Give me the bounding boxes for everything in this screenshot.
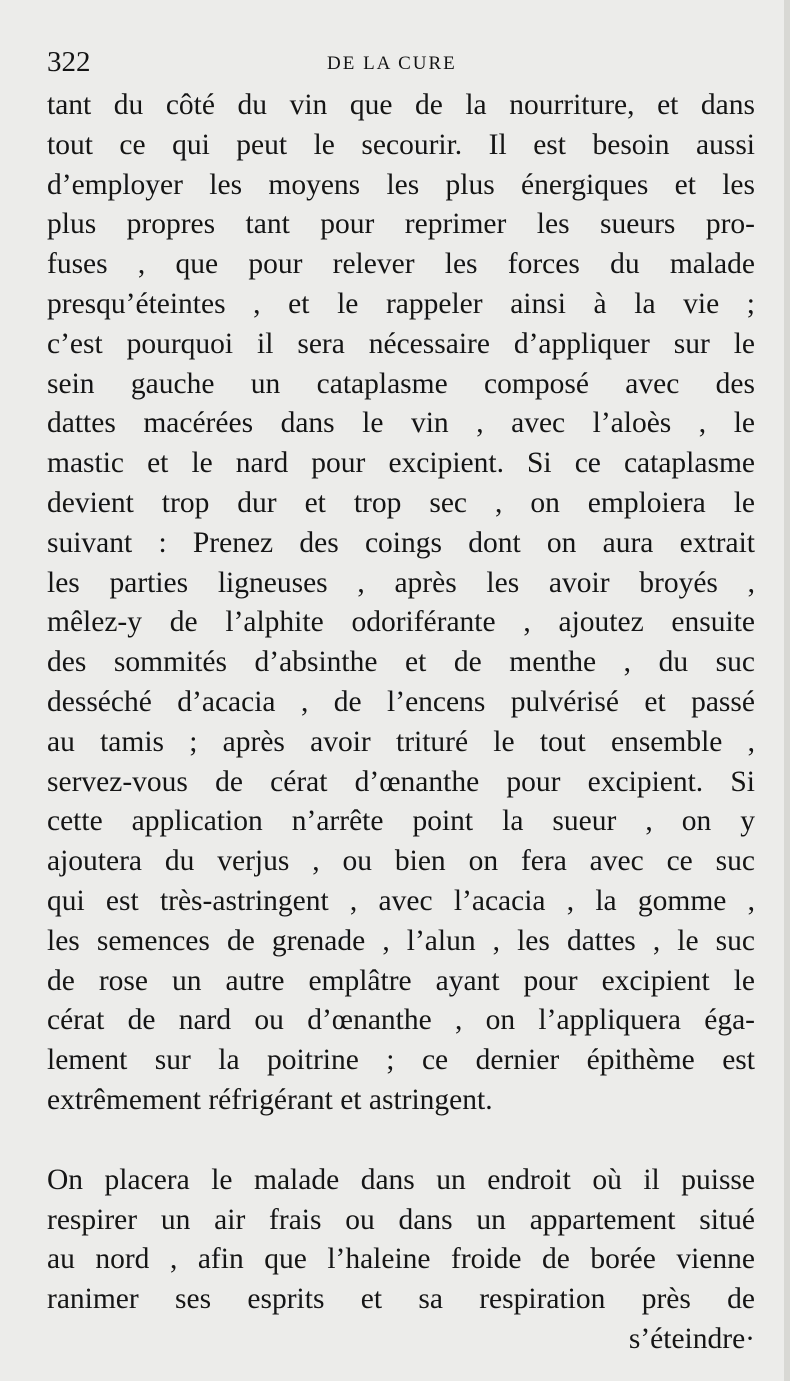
text-line: les parties ligneuses , après les avoir broyés , (47, 566, 755, 599)
text-line: tout ce qui peut le secourir. Il est besoin aussi (47, 128, 755, 161)
body-text (47, 86, 755, 1360)
text-line: au tamis ; après avoir trituré le tout ensemble , (47, 725, 755, 758)
text-line: presqu’éteintes , et le rappeler ainsi à la vie ; (47, 287, 755, 320)
text-line: s’éteindre· (628, 1322, 755, 1355)
text-line: lement sur la poitrine ; ce dernier épithème est (47, 1044, 755, 1077)
text-line: desséché d’acacia , de l’encens pulvérisé et passé (47, 685, 755, 718)
text-line: suivant : Prenez des coings dont on aura extrait (47, 526, 755, 559)
running-head: DE LA CURE (327, 53, 457, 74)
text-line: de rose un autre emplâtre ayant pour excipient le (47, 964, 755, 997)
text-line: d’employer les moyens les plus énergiques et les (47, 168, 755, 201)
page-number: 322 (47, 46, 91, 78)
text-line: plus propres tant pour reprimer les sueurs pro- (47, 208, 755, 241)
text-line: mastic et le nard pour excipient. Si ce cataplasme (47, 447, 755, 480)
text-line: ranimer ses esprits et sa respiration près de (47, 1283, 755, 1316)
text-line: au nord , afin que l’haleine froide de borée vienne (47, 1243, 755, 1276)
text-line: les semences de grenade , l’alun , les dattes , le suc (47, 924, 755, 957)
text-line: des sommités d’absinthe et de menthe , du suc (47, 646, 755, 679)
text-line: extrêmement réfrigérant et astringent. (47, 1083, 493, 1116)
text-line: respirer un air frais ou dans un appartement situé (47, 1203, 755, 1236)
text-line: On placera le malade dans un endroit où il puisse (47, 1163, 755, 1196)
text-line: c’est pourquoi il sera nécessaire d’appliquer sur le (47, 327, 755, 360)
text-line: mêlez-y de l’alphite odoriférante , ajoutez ensuite (47, 606, 755, 639)
text-line: cette application n’arrête point la sueur , on y (47, 805, 755, 838)
text-line: devient trop dur et trop sec , on emploiera le (47, 486, 755, 519)
text-line: dattes macérées dans le vin , avec l’aloès , le (47, 407, 755, 440)
text-line: ajoutera du verjus , ou bien on fera avec ce suc (47, 845, 755, 878)
text-line: fuses , que pour relever les forces du malade (47, 248, 755, 281)
text-line: sein gauche un cataplasme composé avec des (47, 367, 755, 400)
text-line: tant du côté du vin que de la nourriture, et dans (47, 89, 755, 121)
paragraph-1 (47, 86, 755, 1121)
paragraph-2 (47, 1161, 755, 1360)
text-line: cérat de nard ou d’œnanthe , on l’appliquera éga- (47, 1004, 755, 1037)
text-line: qui est très-astringent , avec l’acacia , la gomme , (47, 884, 755, 917)
text-line: servez-vous de cérat d’œnanthe pour excipient. Si (47, 765, 755, 798)
page-header (47, 45, 757, 85)
